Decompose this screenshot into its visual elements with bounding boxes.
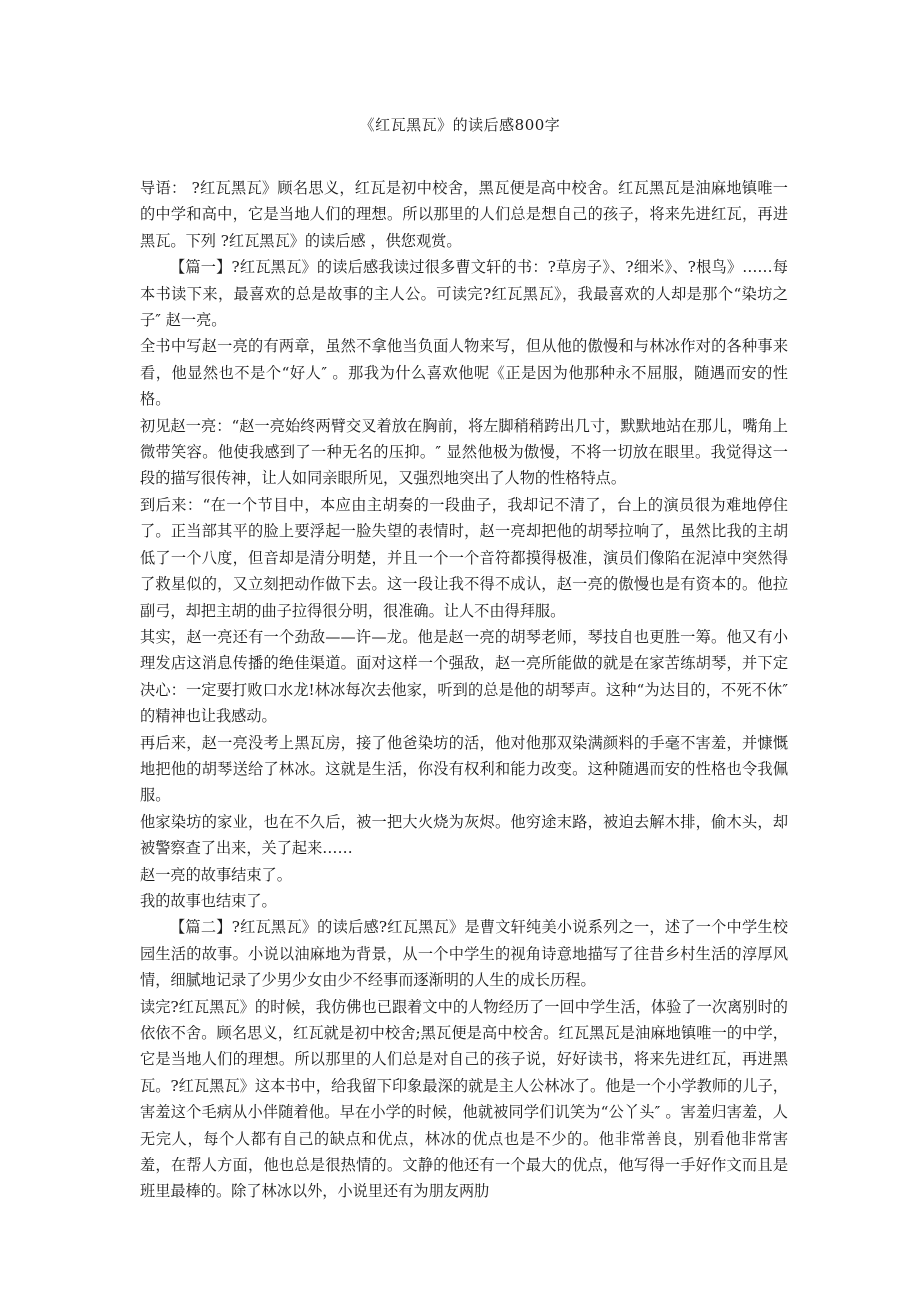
document-body <box>140 175 788 1205</box>
paragraph: 读完?红瓦黑瓦》的时候，我仿佛也已跟着文中的人物经历了一回中学生活，体验了一次离别时的依依不舍。顾名思义，红瓦就是初中校舍;黑瓦便是高中校舍。红瓦黑瓦是油麻地镇唯一的中学，它是当地人们的理想。所以那里的人们总是对自己的孩子说，好好读书，将来先进红瓦，再进黑瓦。?红瓦黑瓦》这本书中，给我留下印象最深的就是主人公林冰了。他是一个小学教师的儿子，害羞这个毛病从小伴随着他。早在小学的时候，他就被同学们讥笑为“公丫头″ 。害羞归害羞，人无完人，每个人都有自己的缺点和优点，林冰的优点也是不少的。他非常善良，别看他非常害羞，在帮人方面，他也总是很热情的。文静的他还有一个最大的优点，他写得一手好作文而且是班里最棒的。除了林冰以外，小说里还有为朋友两肋 <box>140 997 788 1201</box>
paragraph: 初见赵一亮：“赵一亮始终两臂交叉着放在胸前，将左脚稍稍跨出几寸，默默地站在那儿，嘴角上微带笑容。他使我感到了一种无名的压抑。″ 显然他极为傲慢，不将一切放在眼里。我觉得这一段的描写很传神，让人如同亲眼所见，又强烈地突出了人物的性格特点。 <box>140 416 788 488</box>
paragraph-intro: 导语： ?红瓦黑瓦》顾名思义，红瓦是初中校舍，黑瓦便是高中校舍。红瓦黑瓦是油麻地镇唯一的中学和高中，它是当地人们的理想。所以那里的人们总是想自己的孩子，将来先进红瓦，再进黑瓦。下列 ?红瓦黑瓦》的读后感 ，供您观赏。 <box>140 179 788 250</box>
paragraph: 其实，赵一亮还有一个劲敌——许—龙。他是赵一亮的胡琴老师，琴技自也更胜一筹。他又有小理发店这消息传播的绝佳渠道。面对这样一个强敌，赵一亮所能做的就是在家苦练胡琴，并下定决心：一定要打败口水龙!林冰每次去他家，听到的总是他的胡琴声。这种“为达目的，不死不休″ 的精神也让我感动。 <box>140 627 788 726</box>
paragraph-part-one-start: 【篇一】?红瓦黑瓦》的读后感我读过很多曹文轩的书：?草房子》、?细米》、?根鸟》……每本书读下来，最喜欢的总是故事的主人公。可读完?红瓦黑瓦》，我最喜欢的人却是那个“染坊之子″ 赵一亮。 <box>140 258 788 330</box>
paragraph: 我的故事也结束了。 <box>140 891 277 910</box>
paragraph: 全书中写赵一亮的有两章，虽然不拿他当负面人物来写，但从他的傲慢和与林冰作对的各种事来看，他显然也不是个“好人″ 。那我为什么喜欢他呢《正是因为他那种永不屈服，随遇而安的性格。 <box>140 337 788 409</box>
paragraph: 他家染坊的家业，也在不久后，被一把大火烧为灰烬。他穷途末路，被迫去解木排，偷木头，却被警察查了出来，关了起来…… <box>140 812 788 858</box>
paragraph: 到后来：“在一个节目中，本应由主胡奏的一段曲子，我却记不清了，台上的演员很为难地停住了。正当部其平的脸上要浮起一脸失望的表情时，赵一亮却把他的胡琴拉响了，虽然比我的主胡低了一个八度，但音却是清分明楚，并且一个一个音符都摸得极准，演员们像陷在泥淖中突然得了救星似的，又立刻把动作做下去。这一段让我不得不成认，赵一亮的傲慢也是有资本的。他拉副弓，却把主胡的曲子拉得很分明，很准确。让人不由得拜服。 <box>140 495 788 620</box>
paragraph-part-two-start: 【篇二】?红瓦黑瓦》的读后感?红瓦黑瓦》是曹文轩纯美小说系列之一，述了一个中学生校园生活的故事。小说以油麻地为背景，从一个中学生的视角诗意地描写了往昔乡村生活的淳厚风情，细腻地记录了少男少女由少不经事而逐渐明的人生的成长历程。 <box>140 918 788 990</box>
paragraph: 再后来，赵一亮没考上黑瓦房，接了他爸染坊的活，他对他那双染满颜料的手毫不害羞，并慷慨地把他的胡琴送给了林冰。这就是生活，你没有权利和能力改变。这种随遇而安的性格也令我佩服。 <box>140 733 788 805</box>
document-title: 《红瓦黑瓦》的读后感800字 <box>359 116 561 134</box>
paragraph: 赵一亮的故事结束了。 <box>140 865 292 884</box>
